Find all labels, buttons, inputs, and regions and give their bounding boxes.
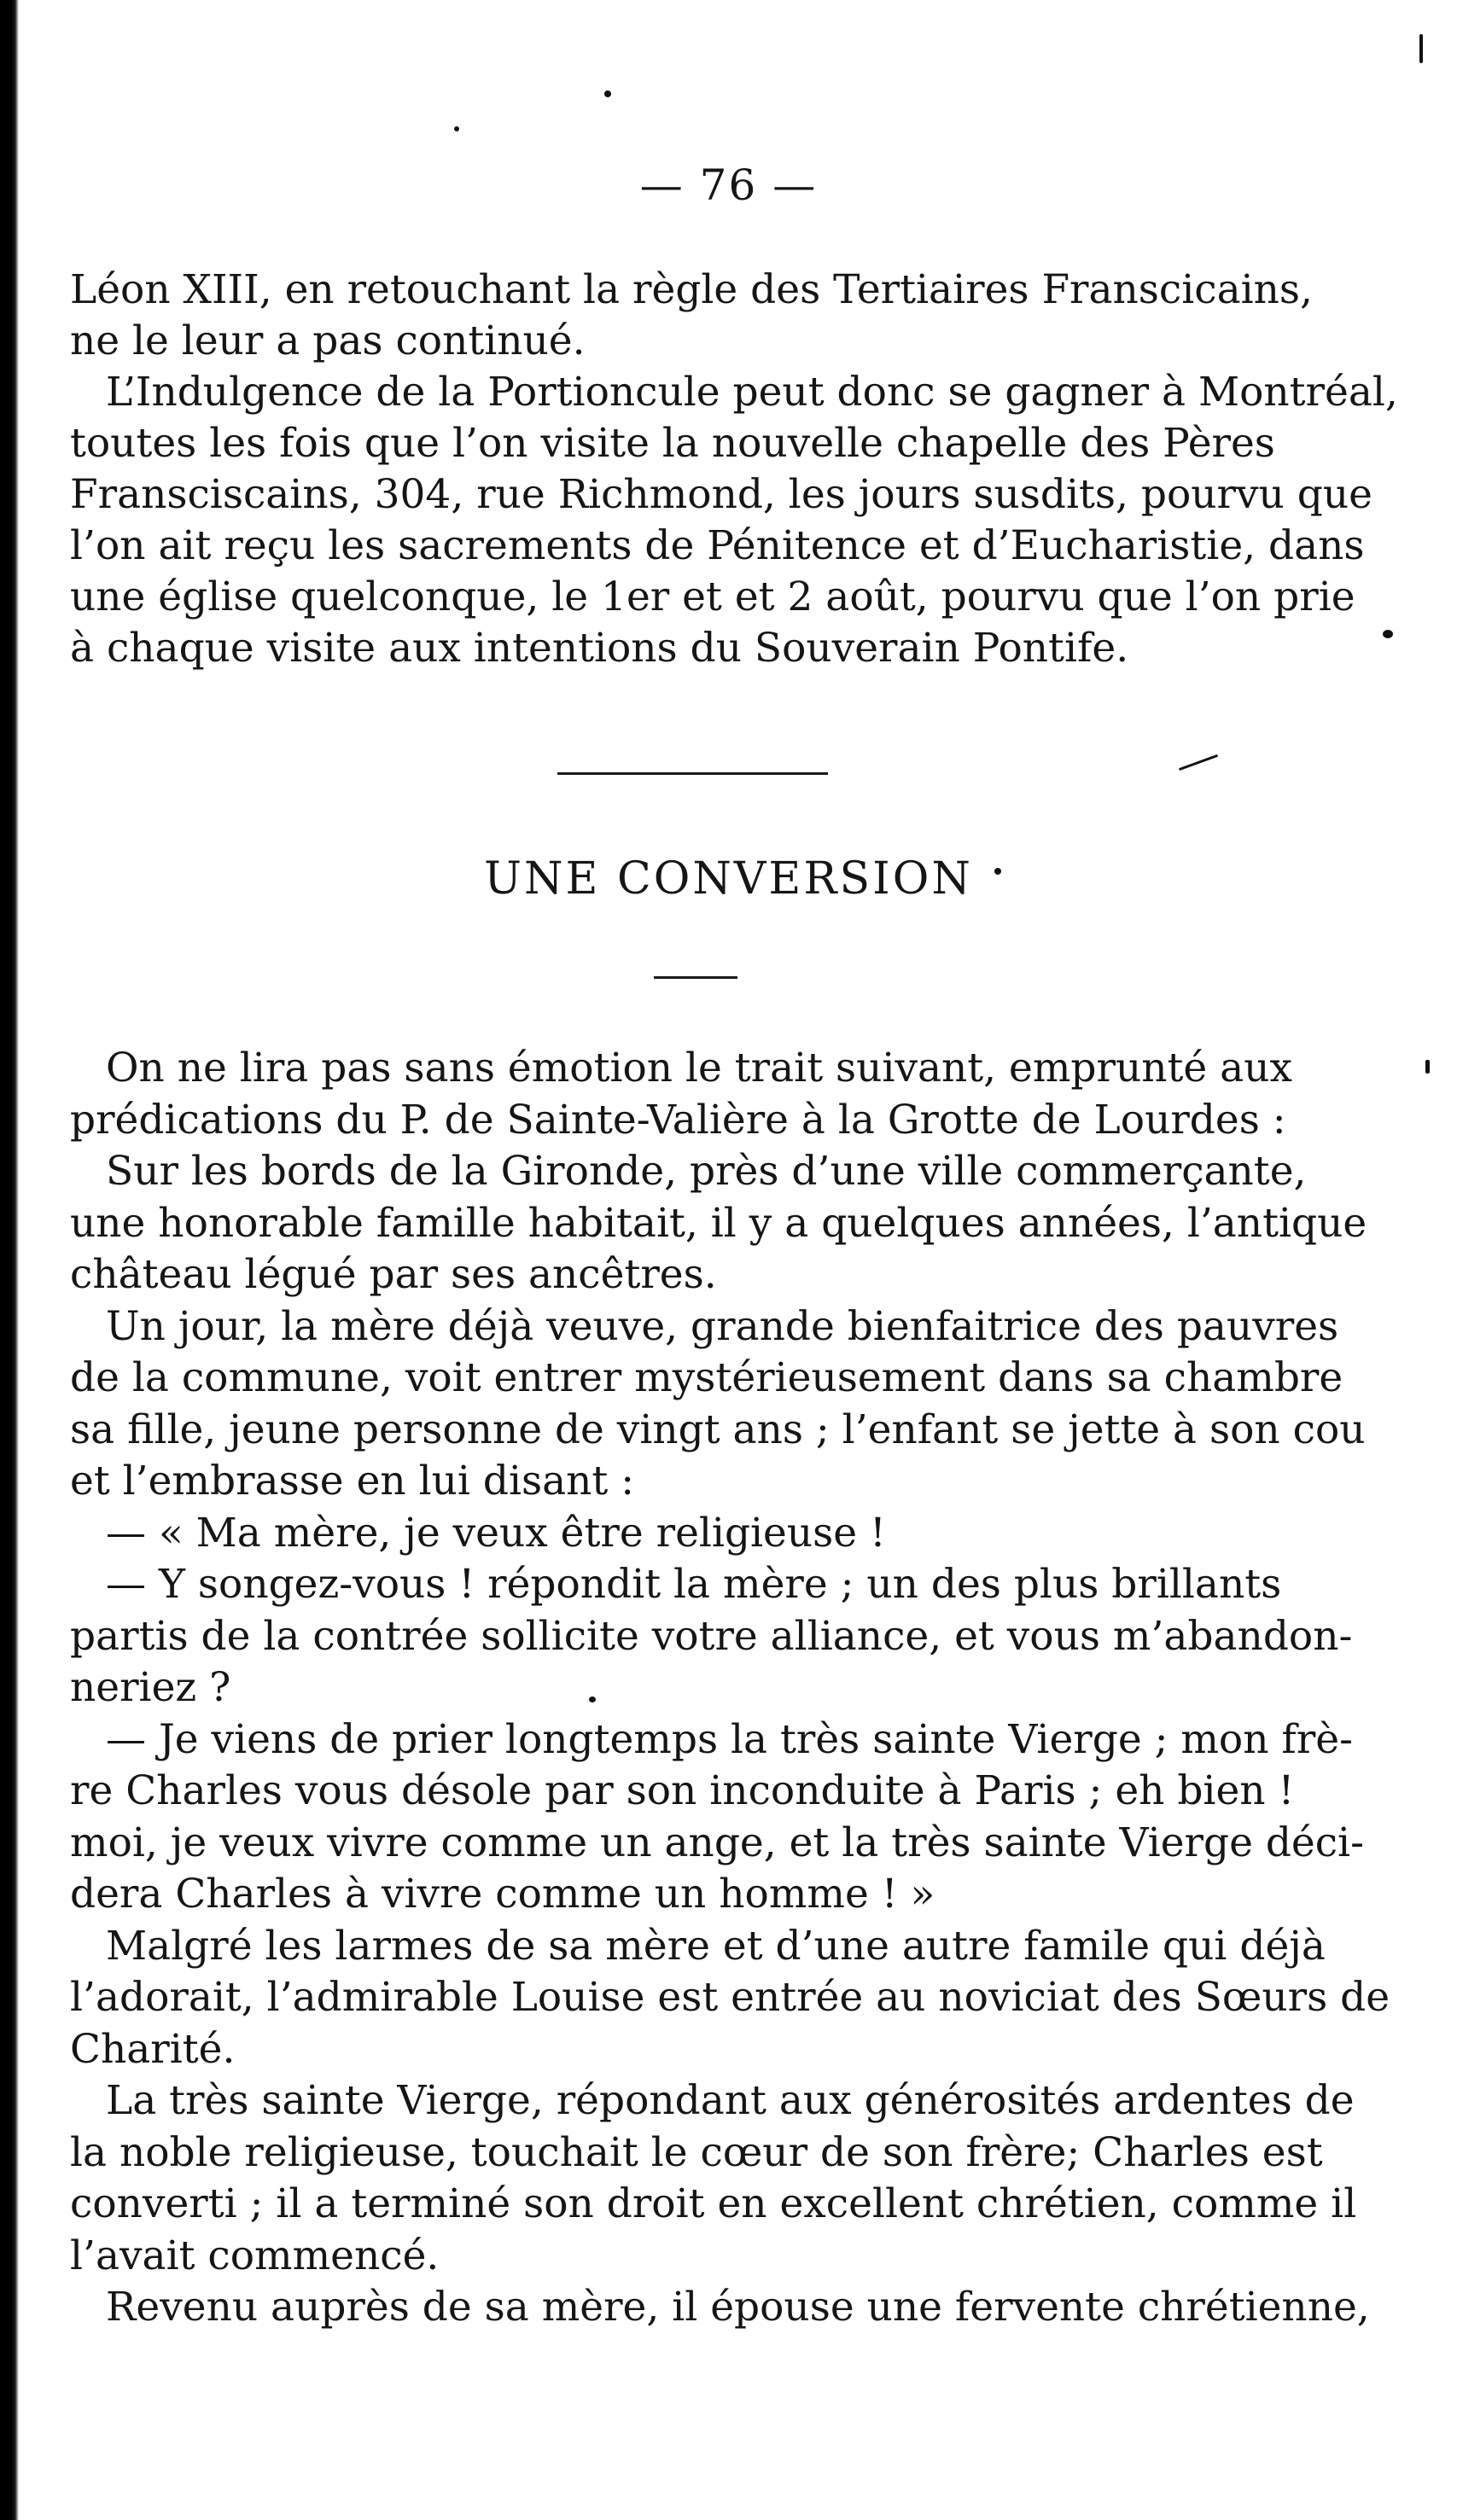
- text-line: château légué par ses ancêtres.: [70, 1251, 717, 1298]
- text-line: dera Charles à vivre comme un homme ! »: [70, 1871, 935, 1918]
- separator-rule: [557, 772, 828, 775]
- text-line: une honorable famille habitait, il y a quelques années, l’antique: [70, 1199, 1367, 1247]
- text-line: Charité.: [70, 2025, 236, 2073]
- text-line: ne le leur a pas continué.: [70, 317, 586, 364]
- text-line: une église quelconque, le 1er et et 2 août, pourvu que l’on prie: [70, 573, 1355, 620]
- text-line: partis de la contrée sollicite votre alliance, et vous m’abandon-: [70, 1612, 1353, 1660]
- text-line: sa fille, jeune personne de vingt ans ; l’enfant se jette à son cou: [70, 1405, 1366, 1453]
- speck: [604, 90, 611, 97]
- text-line: Malgré les larmes de sa mère et d’une autre famile qui déjà: [106, 1922, 1326, 1970]
- text-line: moi, je veux vivre comme un ange, et la très sainte Vierge déci-: [70, 1819, 1364, 1866]
- text-line: Sur les bords de la Gironde, près d’une ville commerçante,: [106, 1148, 1307, 1195]
- text-line: On ne lira pas sans émotion le trait suivant, emprunté aux: [106, 1045, 1292, 1091]
- text-line: Fransciscains, 304, rue Richmond, les jours susdits, pourvu que: [70, 471, 1372, 518]
- text-line: l’adorait, l’admirable Louise est entrée au noviciat des Sœurs de: [70, 1974, 1390, 2021]
- text-line: re Charles vous désole par son inconduite à Paris ; eh bien !: [70, 1767, 1295, 1814]
- text-line: la noble religieuse, touchait le cœur de son frère; Charles est: [70, 2128, 1323, 2176]
- text-line: — Je viens de prier longtemps la très sainte Vierge ; mon frè-: [106, 1715, 1353, 1763]
- speck: [454, 126, 459, 131]
- binding-edge: [0, 0, 19, 2520]
- text-line: Un jour, la mère déjà veuve, grande bienfaitrice des pauvres: [106, 1302, 1339, 1350]
- page-number: — 76 —: [639, 160, 818, 210]
- title-underline: [654, 976, 737, 979]
- section-title: UNE CONVERSION: [484, 853, 973, 905]
- text-line: Revenu auprès de sa mère, il épouse une fervente chrétienne,: [106, 2284, 1370, 2331]
- text-line: La très sainte Vierge, répondant aux générosités ardentes de: [106, 2077, 1355, 2124]
- text-line: l’avait commencé.: [70, 2232, 440, 2279]
- text-line: prédications du P. de Sainte-Valière à la Grotte de Lourdes :: [70, 1096, 1286, 1144]
- text-line: neriez ?: [70, 1664, 231, 1711]
- text-line: et l’embrasse en lui disant :: [70, 1458, 635, 1504]
- text-line: Léon XIII, en retouchant la règle des Tertiaires Franscicains,: [70, 266, 1313, 313]
- speck: [1179, 754, 1218, 771]
- speck: [1425, 1060, 1430, 1074]
- text-line: à chaque visite aux intentions du Souverain Pontife.: [70, 625, 1129, 672]
- body-text-block: [70, 1043, 1390, 2391]
- text-line: converti ; il a terminé son droit en excellent chrétien, comme il: [70, 2180, 1357, 2227]
- speck: [1419, 34, 1423, 63]
- text-line: — « Ma mère, je veux être religieuse !: [106, 1509, 886, 1557]
- text-line: — Y songez-vous ! répondit la mère ; un des plus brillants: [106, 1561, 1282, 1608]
- speck: [1383, 630, 1393, 638]
- top-text-block: [70, 265, 1398, 691]
- text-line: L’Indulgence de la Portioncule peut donc se gagner à Montréal,: [106, 369, 1398, 416]
- text-line: l’on ait reçu les sacrements de Pénitence et d’Eucharistie, dans: [70, 522, 1365, 569]
- text-line: de la commune, voit entrer mystérieusement dans sa chambre: [70, 1354, 1343, 1401]
- text-line: toutes les fois que l’on visite la nouvelle chapelle des Pères: [70, 420, 1275, 467]
